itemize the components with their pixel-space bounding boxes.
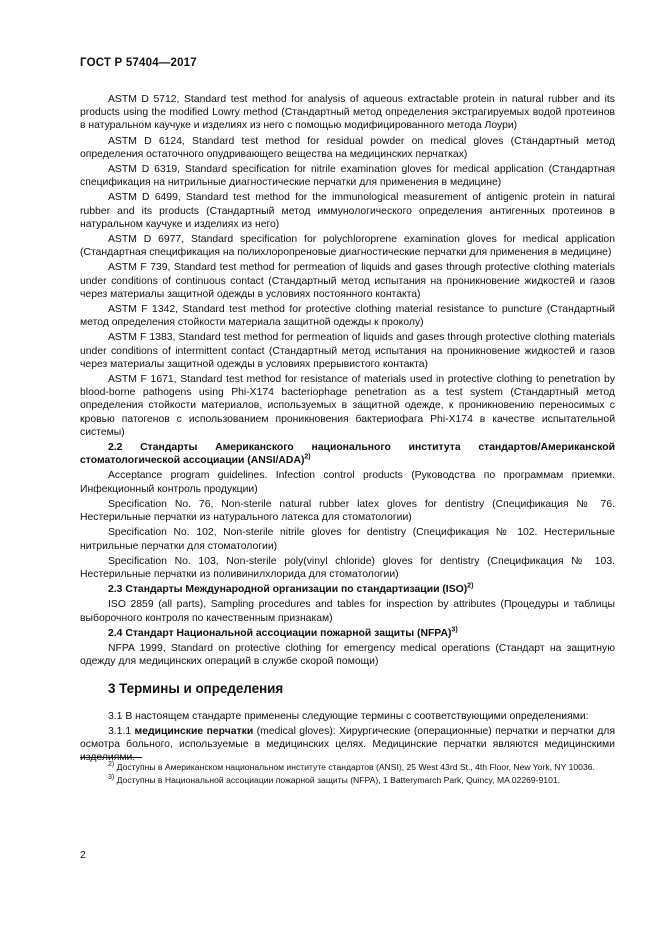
section-3-1-text: 3.1 В настоящем стандарте применены следующие термины с соответствующими определениями: <box>108 710 589 722</box>
subsection-2-2-heading <box>80 441 615 467</box>
footnote-ref[interactable]: 3) <box>451 626 458 634</box>
reference-astm-f1671: ASTM F 1671, Standard test method for resistance of materials used in protective clothing to penetration by blood-borne pathogens using Phi-X174 bacteriophage penetration as a test system (Стандартный метод определения стойкости материалов, используемых в защитной одежде, к проникновению переносимых с кровью патогенов с использованием проникновения бактериофага Phi-X174 в качестве испытательной системы) <box>80 374 615 438</box>
footnote-mark: 3) <box>108 774 115 782</box>
term-number: 3.1.1 <box>108 725 132 737</box>
footnote-ref[interactable]: 2) <box>304 453 311 461</box>
reference-ansi-acceptance: Acceptance program guidelines. Infection control products (Руководства по программам приемки. Инфекционный контроль продукции) <box>80 470 615 495</box>
subsection-2-3-title: 2.3 Стандарты Международной организации по стандартизации (ISO) <box>108 584 468 596</box>
subsection-2-4-heading <box>80 627 615 640</box>
footnotes <box>80 757 615 788</box>
subsection-2-2-title: 2.2 Стандарты Американского национального института стандартов/Американской стоматологической ассоциации (ANSI/ADA) <box>80 442 615 467</box>
reference-ansi-76: Specification No. 76, Non-sterile natural rubber latex gloves for dentistry (Спецификация № 76. Нестерильные перчатки из натурального латекса для стоматологии) <box>80 498 615 524</box>
reference-astm-d5712: ASTM D 5712, Standard test method for analysis of aqueous extractable protein in natural rubber and its products using the modified Lowry method (Стандартный метод определения экстрагируемых водой протеинов в натуральном каучуке и изделиях из него с помощью модифицированного метода Лоури) <box>80 94 615 132</box>
reference-ansi-103: Specification No. 103, Non-sterile poly(vinyl chloride) gloves for dentistry (Спецификация № 103. Нестерильные перчатки из поливинилхлорида для стоматологии) <box>80 555 615 580</box>
reference-astm-f1342: ASTM F 1342, Standard test method for protective clothing material resistance to puncture (Стандартный метод определения стойкости материала защитной одежды к проколу) <box>80 304 615 329</box>
section-3-title: 3 Термины и определения <box>108 681 284 697</box>
subsection-2-3-heading <box>80 583 615 596</box>
subsection-2-4-title: 2.4 Стандарт Национальной ассоциации пожарной защиты (NFPA) <box>108 627 452 639</box>
page-number: 2 <box>80 849 86 861</box>
footnote-3 <box>80 775 615 786</box>
standard-header: ГОСТ Р 57404—2017 <box>80 57 197 69</box>
reference-astm-d6124: ASTM D 6124, Standard test method for residual powder on medical gloves (Стандартный метод определения остаточного опудривающего вещества на медицинских перчатках) <box>80 135 615 160</box>
footnote-2 <box>80 762 615 773</box>
reference-astm-f1383: ASTM F 1383, Standard test method for permeation of liquids and gases through protective clothing materials under conditions of intermittent contact (Стандартный метод испытания на проникновение жидкостей и газов через материалы защитной одежды в условиях прерывистого контакта) <box>80 332 615 370</box>
footnote-ref[interactable]: 2) <box>467 582 474 590</box>
reference-astm-d6319: ASTM D 6319, Standard specification for nitrile examination gloves for medical application (Стандартная спецификация на нитрильные диагностические перчатки для применения в медицине) <box>80 164 615 189</box>
reference-ansi-102: Specification No. 102, Non-sterile nitrile gloves for dentistry (Спецификация № 102. Нестерильные нитрильные перчатки для стоматологии) <box>80 527 615 552</box>
reference-nfpa-1999: NFPA 1999, Standard on protective clothing for emergency medical operations (Стандарт на защитную одежду для медицинских операций в службе скорой помощи) <box>80 642 615 668</box>
footnote-mark: 2) <box>108 761 115 769</box>
reference-astm-f739: ASTM F 739, Standard test method for permeation of liquids and gases through protective clothing materials under conditions of continuous contact (Стандартный метод испытания на проникновение жидкостей и газов через материалы защитной одежды в условиях постоянного контакта) <box>80 262 615 300</box>
term-name: медицинские перчатки <box>134 725 254 737</box>
term-definition: (medical gloves): Хирургические (операционные) перчатки и перчатки для осмотра больного, используемые в медицинских целях. Медицинские перчатки являются медицинскими изделиями. <box>80 725 615 764</box>
footnote-text: Доступны в Национальной ассоциации пожарной защиты (NFPA), 1 Batterymarch Park, Quincy, MA 02269-9101. <box>114 775 561 785</box>
reference-iso-2859: ISO 2859 (all parts), Sampling procedures and tables for inspection by attributes (Процедуры и таблицы выборочного контроля по качественным признакам) <box>80 599 615 624</box>
reference-astm-d6977: ASTM D 6977, Standard specification for polychloroprene examination gloves for medical application (Стандартная спецификация на полихлоропреновые диагностические перчатки для применения в медицине) <box>80 234 615 259</box>
footnote-text: Доступны в Американском национальном институте стандартов (ANSI), 25 West 43rd St., 4th Floor, New York, NY 10036. <box>114 762 595 772</box>
reference-astm-d6499: ASTM D 6499, Standard test method for the immunological measurement of antigenic protein in natural rubber and its products (Стандартный метод иммунологического определения антигенных протеинов в натуральном каучуке и изделиях из него) <box>80 192 615 230</box>
footnote-separator <box>80 757 142 758</box>
